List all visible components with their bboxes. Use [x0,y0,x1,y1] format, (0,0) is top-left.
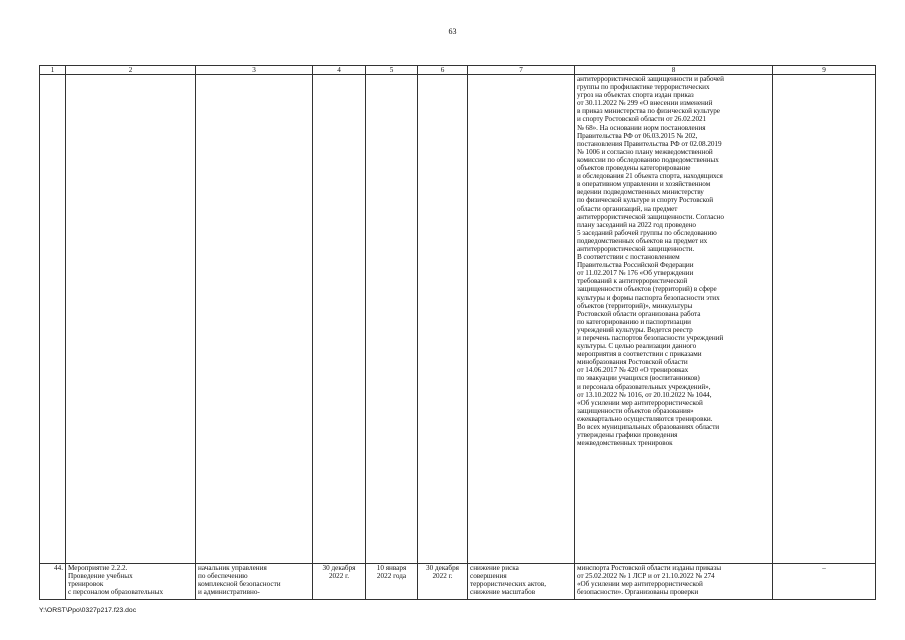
header-cell: 6 [418,66,468,75]
notes-cell: – [773,564,876,600]
header-cell: 3 [196,66,313,75]
header-cell: 2 [66,66,196,75]
empty-cell [66,75,196,564]
empty-cell [40,75,66,564]
file-path-footer: Y:\ORST\Ppo\0327p217.f23.doc [39,607,137,614]
results-cell [575,75,773,564]
results-text: антитеррористической защищенности и рабочей группы по профилактике террористических угроз на объектах спорта издан приказ от 30.11.2022 № 299 «О внесении изменений в приказ министерства по физической культуре и спорту Ростовской области от 26.02.2021 № 68». На основании норм постановления Правительства РФ от 06.03.2015 № 202, постановления Правительства РФ от 02.08.2019 № 1006 и согласно плану межведомственной комиссии по обследованию подведомственных объектов проведены категорирование и обследования 21 объекта спорта, находящихся в оперативном управлении и хозяйственном ведении подведомственных министерству по физической культуре и спорту Ростовской области организаций, на предмет антитеррористической защищенности. Согласно плану заседаний на 2022 год проведено 5 заседаний рабочей группы по обследованию подведомственных объектов на предмет их антитеррористической защищенности. В соответствии с постановлением Правительства Российской Федерации от 11.02.2017 № 176 «Об утверждении требований к антитеррористической защищенности объектов (территорий) в сфере культуры и формы паспорта безопасности этих объектов (территорий)», минкультуры Ростовской области организована работа по категорированию и паспортизации учреждений культуры. Ведется реестр и перечень паспортов безопасности учреждений культуры. С целью реализации данного мероприятия в соответствии с приказами минобразования Ростовской области от 14.06.2017 № 420 «О тренировках по эвакуации учащихся (воспитанников) и персонала образовательных учреждений», от 13.10.2022 № 1016, от 20.10.2022 № 1044, «Об усилении мер антитеррористической защищенности объектов образования» ежеквартально осуществляются тренировки. Во всех муниципальных образованиях области утверждены графики проведения межведомственных тренировок [577,75,724,448]
row-number: 44. [40,564,66,600]
empty-cell [773,75,876,564]
empty-cell [418,75,468,564]
end-date-cell: 30 декабря 2022 г. [418,564,468,600]
empty-cell [366,75,418,564]
header-cell: 5 [366,66,418,75]
empty-cell [313,75,366,564]
header-cell: 1 [40,66,66,75]
table-row [40,564,876,600]
expected-result-cell: снижение риска совершения террористических актов, снижение масштабов [468,564,575,600]
start-date-cell: 10 января 2022 года [366,564,418,600]
results-cell: минспорта Ростовской области изданы приказы от 25.02.2022 № 1 ЛСР и от 21.10.2022 № 274 «Об усилении мер антитеррористической безопасности». Организованы проверки [575,564,773,600]
responsible-cell: начальник управления по обеспечению комплексной безопасности и административно- [196,564,313,600]
header-cell: 8 [575,66,773,75]
empty-cell [468,75,575,564]
page-number: 63 [448,27,457,36]
header-cell: 9 [773,66,876,75]
empty-cell [196,75,313,564]
header-row [40,66,876,75]
header-cell: 4 [313,66,366,75]
planned-date-cell: 30 декабря 2022 г. [313,564,366,600]
measure-cell: Мероприятие 2.2.2. Проведение учебных тренировок с персоналом образовательных [66,564,196,600]
report-table [39,65,876,600]
table-row-continued [40,75,876,564]
header-cell: 7 [468,66,575,75]
